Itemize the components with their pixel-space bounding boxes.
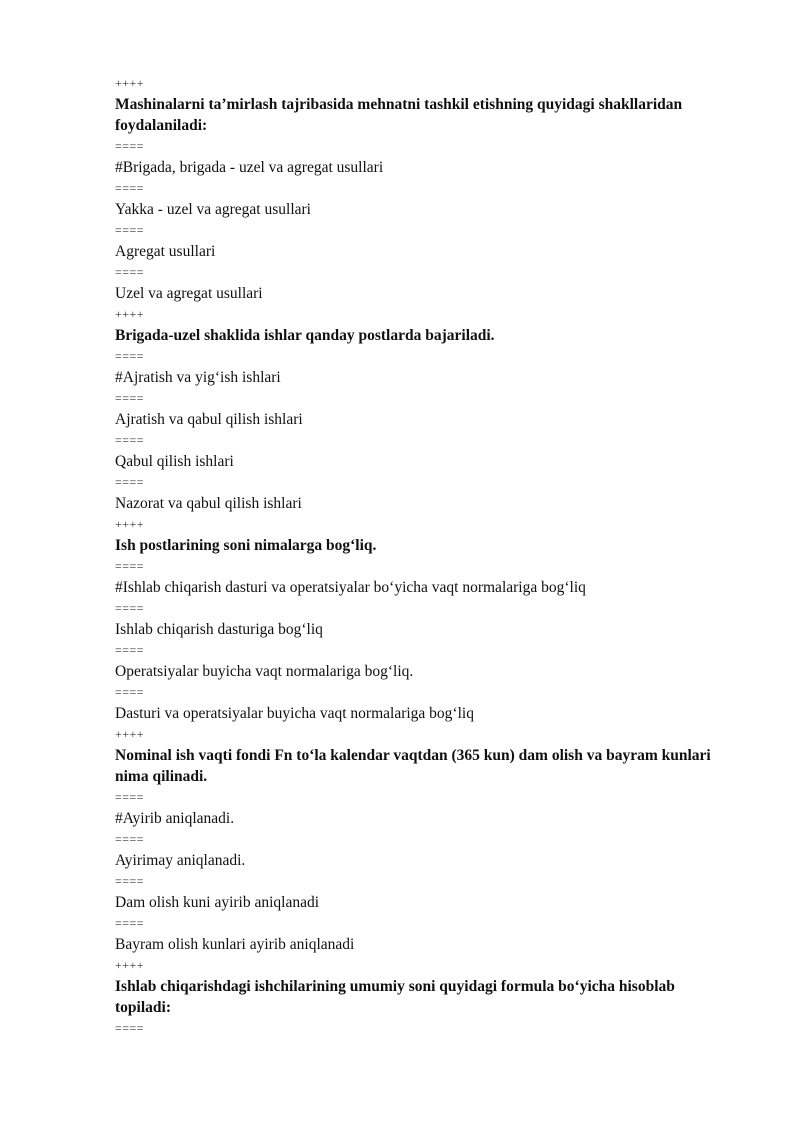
question-text: Brigada-uzel shaklida ishlar qanday postlarda bajariladi. bbox=[115, 327, 495, 344]
answer-option: #Ishlab chiqarish dasturi va operatsiyalar bo‘yicha vaqt normalariga bog‘liq bbox=[115, 579, 586, 596]
answer-separator: ==== bbox=[115, 790, 145, 804]
answer-separator: ==== bbox=[115, 1021, 145, 1035]
answer-option: Ajratish va qabul qilish ishlari bbox=[115, 411, 303, 428]
question-separator: ++++ bbox=[115, 517, 145, 531]
answer-separator: ==== bbox=[115, 139, 145, 153]
question-block bbox=[115, 76, 715, 304]
answer-separator: ==== bbox=[115, 559, 145, 573]
answer-option: Yakka - uzel va agregat usullari bbox=[115, 201, 311, 218]
answer-option: #Brigada, brigada - uzel va agregat usullari bbox=[115, 159, 384, 176]
question-text: Ish postlarining soni nimalarga bog‘liq. bbox=[115, 537, 377, 554]
answer-option: Ishlab chiqarish dasturiga bog‘liq bbox=[115, 621, 323, 638]
question-text: Nominal ish vaqti fondi Fn to‘la kalendar vaqtdan (365 kun) dam olish va bayram kunlari nima qilinadi. bbox=[115, 747, 711, 785]
answer-separator: ==== bbox=[115, 832, 145, 846]
question-text: Mashinalarni ta’mirlash tajribasida mehnatni tashkil etishning quyidagi shakllaridan foydalaniladi: bbox=[115, 96, 683, 134]
answer-option: Nazorat va qabul qilish ishlari bbox=[115, 495, 302, 512]
answer-separator: ==== bbox=[115, 601, 145, 615]
answer-option: Ayirimay aniqlanadi. bbox=[115, 852, 246, 869]
question-separator: ++++ bbox=[115, 76, 145, 90]
answer-option: #Ayirib aniqlanadi. bbox=[115, 810, 235, 827]
answer-option: Agregat usullari bbox=[115, 243, 216, 260]
answer-option: Bayram olish kunlari ayirib aniqlanadi bbox=[115, 936, 355, 953]
answer-separator: ==== bbox=[115, 265, 145, 279]
answer-separator: ==== bbox=[115, 916, 145, 930]
answer-option: #Ajratish va yig‘ish ishlari bbox=[115, 369, 281, 386]
answer-option: Operatsiyalar buyicha vaqt normalariga bog‘liq. bbox=[115, 663, 414, 680]
answer-option: Uzel va agregat usullari bbox=[115, 285, 263, 302]
answer-separator: ==== bbox=[115, 433, 145, 447]
answer-option: Qabul qilish ishlari bbox=[115, 453, 234, 470]
answer-separator: ==== bbox=[115, 349, 145, 363]
question-separator: ++++ bbox=[115, 307, 145, 321]
answer-separator: ==== bbox=[115, 181, 145, 195]
answer-separator: ==== bbox=[115, 391, 145, 405]
question-block bbox=[115, 307, 715, 514]
answer-option: Dasturi va operatsiyalar buyicha vaqt normalariga bog‘liq bbox=[115, 705, 474, 722]
document-page bbox=[115, 76, 715, 1036]
question-text: Ishlab chiqarishdagi ishchilarining umumiy soni quyidagi formula bo‘yicha hisoblab topiladi: bbox=[115, 978, 675, 1016]
question-block bbox=[115, 517, 715, 724]
answer-separator: ==== bbox=[115, 223, 145, 237]
answer-separator: ==== bbox=[115, 685, 145, 699]
answer-separator: ==== bbox=[115, 475, 145, 489]
answer-option: Dam olish kuni ayirib aniqlanadi bbox=[115, 894, 320, 911]
answer-separator: ==== bbox=[115, 874, 145, 888]
question-separator: ++++ bbox=[115, 727, 145, 741]
question-separator: ++++ bbox=[115, 958, 145, 972]
answer-separator: ==== bbox=[115, 643, 145, 657]
question-block bbox=[115, 727, 715, 955]
question-block bbox=[115, 958, 715, 1036]
